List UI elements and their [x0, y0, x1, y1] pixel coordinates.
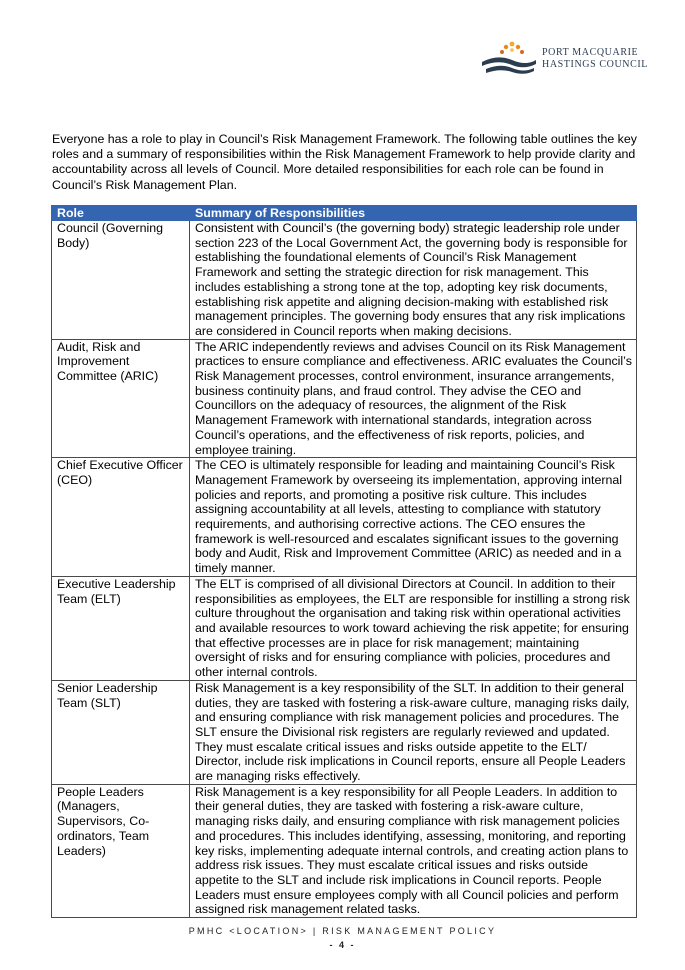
role-cell: People Leaders (Managers, Supervisors, Co-ordinators, Team Leaders)	[52, 784, 190, 917]
table-row	[52, 784, 637, 917]
summary-cell: Risk Management is a key responsibility for all People Leaders. In addition to their general duties, they are tasked with fostering a risk-aware culture, managing risks daily, and ensuring compliance with risk management policies and procedures. This includes identifying, assessing, monitoring, and reporting key risks, implementing adequate internal controls, and creating action plans to address risk issues. They must escalate critical issues and risks outside appetite to the SLT and include risk implications in Council reports. People Leaders must ensure employees comply with all Council policies and perform assigned risk management related tasks.	[190, 784, 637, 917]
table-header-row	[52, 206, 637, 221]
intro-paragraph: Everyone has a role to play in Council’s Risk Management Framework. The following table outlines the key roles and a summary of responsibilities within the Risk Management Framework to help provide clarity and accountability across all levels of Council. More detailed responsibilities for each role can be found in Council’s Risk Management Plan.	[52, 132, 637, 192]
table-row	[52, 576, 637, 680]
summary-cell: The CEO is ultimately responsible for leading and maintaining Council’s Risk Management Framework by overseeing its implementation, approving internal policies and reports, and promoting a positive risk culture. This includes assigning accountability at all levels, attesting to compliance with statutory requirements, and authorising corrective actions. The CEO ensures the framework is well-resourced and escalates significant issues to the governing body and Audit, Risk and Improvement Committee (ARIC) as needed and in a timely manner.	[190, 458, 637, 577]
council-logo	[478, 38, 658, 78]
table-row	[52, 680, 637, 784]
responsibilities-table	[51, 205, 637, 918]
table-row	[52, 339, 637, 458]
org-name	[542, 47, 648, 71]
logo-mark-icon	[478, 38, 538, 78]
summary-cell: The ELT is comprised of all divisional Directors at Council. In addition to their responsibilities as employees, the ELT are responsible for instilling a strong risk culture throughout the organisation and taking risk within operational activities and available resources to work toward achieving the risk appetite; for ensuring that effective processes are in place for risk management; maintaining oversight of risks and for ensuring compliance with policies, procedures and other internal controls.	[190, 576, 637, 680]
role-cell: Senior Leadership Team (SLT)	[52, 680, 190, 784]
summary-cell: Risk Management is a key responsibility of the SLT. In addition to their general duties, they are tasked with fostering a risk-aware culture, managing risks daily, and ensuring compliance with risk management policies and procedures. The SLT ensure the Divisional risk registers are regularly reviewed and updated. They must escalate critical issues and risks outside appetite to the ELT/ Director, include risk implications in Council reports, ensure all People Leaders are managing risks effectively.	[190, 680, 637, 784]
page-number: - 4 -	[329, 940, 356, 950]
table-row	[52, 458, 637, 577]
table-row	[52, 221, 637, 340]
column-header-role: Role	[52, 206, 190, 221]
role-cell: Audit, Risk and Improvement Committee (ARIC)	[52, 339, 190, 458]
org-name-line1: PORT MACQUARIE	[542, 47, 639, 58]
role-cell: Council (Governing Body)	[52, 221, 190, 340]
summary-cell: The ARIC independently reviews and advises Council on its Risk Management practices to ensure compliance and effectiveness. ARIC evaluates the Council’s Risk Management processes, control environment, insurance arrangements, business continuity plans, and fraud control. They advise the CEO and Councillors on the adequacy of resources, the alignment of the Risk Management Framework with international standards, integration across Council’s operations, and the effectiveness of risk reports, policies, and employee training.	[190, 339, 637, 458]
role-cell: Chief Executive Officer (CEO)	[52, 458, 190, 577]
column-header-summary: Summary of Responsibilities	[190, 206, 637, 221]
role-cell: Executive Leadership Team (ELT)	[52, 576, 190, 680]
page-footer: PMHC <LOCATION> | RISK MANAGEMENT POLICY	[188, 926, 497, 936]
summary-cell: Consistent with Council’s (the governing body) strategic leadership role under section 223 of the Local Government Act, the governing body is responsible for establishing the foundational elements of Council’s Risk Management Framework and setting the strategic direction for risk management. This includes establishing a strong tone at the top, adopting key risk documents, establishing risk appetite and aligning decision-making with established risk management principles. The governing body ensures that any risk implications are considered in Council reports when making decisions.	[190, 221, 637, 340]
org-name-line2: HASTINGS COUNCIL	[542, 59, 648, 70]
